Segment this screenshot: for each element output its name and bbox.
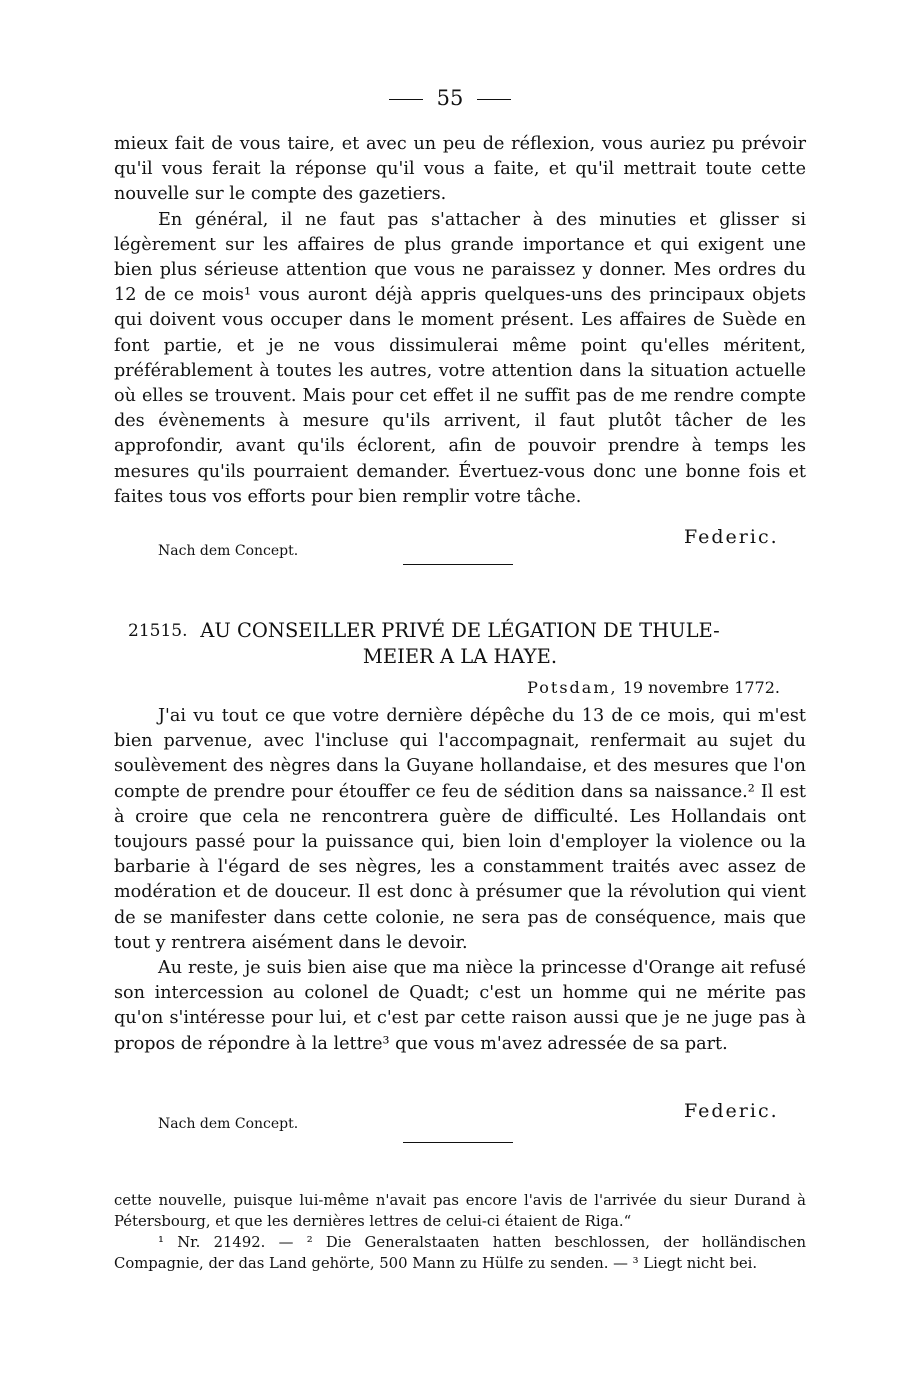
source-note: Nach dem Concept. bbox=[158, 1116, 299, 1132]
letter-body bbox=[114, 704, 806, 1057]
letter-number: 21515. bbox=[128, 621, 188, 641]
page-number: 55 bbox=[436, 86, 464, 110]
section-divider bbox=[403, 564, 513, 565]
page-header bbox=[0, 86, 900, 110]
paragraph: J'ai vu tout ce que votre dernière dépêche du 13 de ce mois, qui m'est bien parvenue, avec l'incluse qui l'accompagnait, renfermait au sujet du soulèvement des nègres dans la Guyane hollandaise, et des mesures que l'on compte de prendre pour étouffer ce feu de sédition dans sa naissance.² Il est à croire que cela ne rencontrera guère de difficulté. Les Hollandais ont toujours passé pour la puissance qui, bien loin d'employer la violence ou la barbarie à l'égard de ses nègres, les a constamment traités avec assez de modération et de douceur. Il est donc à présumer que la révolution qui vient de se manifester dans cette colonie, ne sera pas de conséquence, mais que tout y rentrera aisément dans le devoir. bbox=[114, 706, 806, 953]
place-date bbox=[527, 678, 780, 697]
heading-line-2: MEIER A LA HAYE. bbox=[362, 645, 558, 668]
paragraph: Au reste, je suis bien aise que ma nièce la princesse d'Orange ait refusé son intercession au colonel de Quadt; c'est un homme qui ne mérite pas qu'on s'intéresse pour lui, et c'est par cette raison aussi que je ne juge pas à propos de répondre à la lettre³ que vous m'avez adressée de sa part. bbox=[114, 958, 806, 1054]
header-dash-right bbox=[477, 99, 511, 100]
place: Potsdam, bbox=[527, 678, 618, 697]
heading-line-1: AU CONSEILLER PRIVÉ DE LÉGATION DE THULE- bbox=[200, 619, 720, 642]
previous-letter-body bbox=[114, 132, 806, 510]
footnotes bbox=[114, 1190, 806, 1274]
paragraph: mieux fait de vous taire, et avec un peu de réflexion, vous auriez pu prévoir qu'il vous ferait la réponse qu'il vous a faite, et qu'il mettrait toute cette nouvelle sur le compte des gazetiers. bbox=[114, 134, 806, 205]
signature: Federic. bbox=[684, 1100, 779, 1122]
signature: Federic. bbox=[684, 526, 779, 548]
paragraph: En général, il ne faut pas s'attacher à des minuties et glisser si légèrement sur les affaires de plus grande importance et qui exigent une bien plus sérieuse attention que vous ne paraissez y donner. Mes ordres du 12 de ce mois¹ vous auront déjà appris quelques-uns des principaux objets qui doivent vous occuper dans le moment présent. Les affaires de Suède en font partie, et je ne vous dissimulerai même point qu'elles méritent, préférablement à toutes les autres, votre attention dans la situation actuelle où elles se trouvent. Mais pour cet effet il ne suffit pas de me rendre compte des évènements à mesure qu'ils arrivent, il faut plutôt tâcher de les approfondir, avant qu'ils éclorent, afin de pouvoir prendre à temps les mesures qu'ils pourraient demander. Évertuez-vous donc une bonne fois et faites tous vos efforts pour bien remplir votre tâche. bbox=[114, 209, 806, 507]
letter-heading bbox=[114, 618, 806, 670]
section-divider bbox=[403, 1142, 513, 1143]
source-note: Nach dem Concept. bbox=[158, 543, 299, 559]
date: 19 novembre 1772. bbox=[622, 678, 780, 697]
header-dash-left bbox=[389, 99, 423, 100]
footnote-continuation: cette nouvelle, puisque lui-même n'avait pas encore l'avis de l'arrivée du sieur Durand à Pétersbourg, et que les dernières lettres de celui-ci étaient de Riga.“ bbox=[114, 1192, 806, 1230]
footnote-list: ¹ Nr. 21492. — ² Die Generalstaaten hatten beschlossen, der holländischen Compagnie, der das Land gehörte, 500 Mann zu Hülfe zu senden. — ³ Liegt nicht bei. bbox=[114, 1234, 806, 1272]
